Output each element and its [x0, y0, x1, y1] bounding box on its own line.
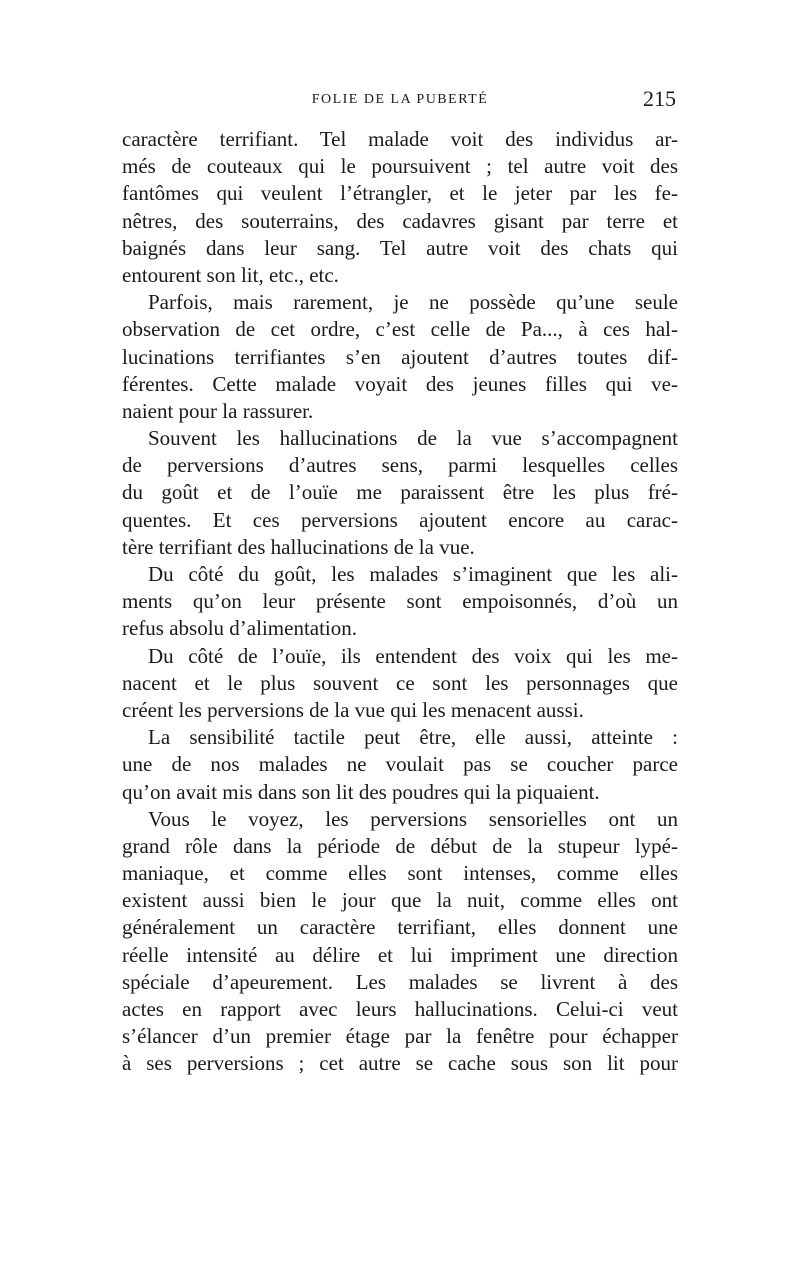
text-line: Vous le voyez, les perversions sensorielles ont un: [148, 806, 678, 831]
text-line: Du côté de l’ouïe, ils entendent des voix qui les me-: [148, 643, 678, 668]
text-line: Parfois, mais rarement, je ne possède qu’une seule: [148, 290, 678, 315]
text-line: Souvent les hallucinations de la vue s’accompagnent: [148, 426, 678, 451]
text-line: grand rôle dans la période de début de la stupeur lypé-: [122, 833, 678, 858]
running-title: FOLIE DE LA PUBERTÉ: [311, 92, 489, 107]
text-line: nêtres, des souterrains, des cadavres gisant par terre et: [122, 208, 678, 233]
text-line: actes en rapport avec leurs hallucinations. Celui-ci veut: [122, 997, 678, 1021]
text-line: existent aussi bien le jour que la nuit, comme elles ont: [122, 888, 678, 913]
book-page: [122, 86, 678, 1078]
text-line: férentes. Cette malade voyait des jeunes filles qui ve-: [122, 371, 678, 396]
page-number: 215: [643, 86, 676, 111]
text-line: tère terrifiant des hallucinations de la vue.: [122, 534, 475, 559]
text-line: créent les perversions de la vue qui les menacent aussi.: [122, 697, 584, 722]
text-line: réelle intensité au délire et lui impriment une direction: [122, 942, 678, 967]
text-line: naient pour la rassurer.: [122, 398, 314, 423]
text-line: quentes. Et ces perversions ajoutent encore au carac-: [122, 507, 678, 532]
text-line: més de couteaux qui le poursuivent ; tel autre voit des: [122, 154, 678, 179]
text-line: maniaque, et comme elles sont intenses, comme elles: [122, 861, 678, 886]
text-line: observation de cet ordre, c’est celle de Pa..., à ces hal-: [122, 317, 678, 342]
text-line: qu’on avait mis dans son lit des poudres qui la piquaient.: [122, 779, 600, 804]
text-line: nacent et le plus souvent ce sont les personnages que: [122, 670, 678, 695]
text-line: une de nos malades ne voulait pas se coucher parce: [122, 752, 678, 777]
page-header: [122, 86, 678, 126]
text-line: baignés dans leur sang. Tel autre voit des chats qui: [122, 235, 678, 260]
text-line: caractère terrifiant. Tel malade voit des individus ar-: [122, 127, 678, 151]
text-line: à ses perversions ; cet autre se cache sous son lit pour: [122, 1051, 678, 1076]
text-line: La sensibilité tactile peut être, elle aussi, atteinte :: [148, 725, 678, 750]
text-line: Du côté du goût, les malades s’imaginent que les ali-: [148, 562, 678, 586]
text-line: s’élancer d’un premier étage par la fenêtre pour échapper: [122, 1024, 678, 1049]
text-line: spéciale d’apeurement. Les malades se livrent à des: [122, 969, 678, 994]
text-line: ments qu’on leur présente sont empoisonnés, d’où un: [122, 589, 678, 614]
text-line: de perversions d’autres sens, parmi lesquelles celles: [122, 453, 678, 478]
text-line: généralement un caractère terrifiant, elles donnent une: [122, 915, 678, 940]
text-line: du goût et de l’ouïe me paraissent être les plus fré-: [122, 480, 678, 505]
text-line: lucinations terrifiantes s’en ajoutent d’autres toutes dif-: [122, 344, 678, 369]
text-line: refus absolu d’alimentation.: [122, 616, 358, 641]
text-line: fantômes qui veulent l’étrangler, et le jeter par les fe-: [122, 181, 678, 206]
body-text: [122, 126, 678, 1078]
text-line: entourent son lit, etc., etc.: [122, 262, 339, 287]
